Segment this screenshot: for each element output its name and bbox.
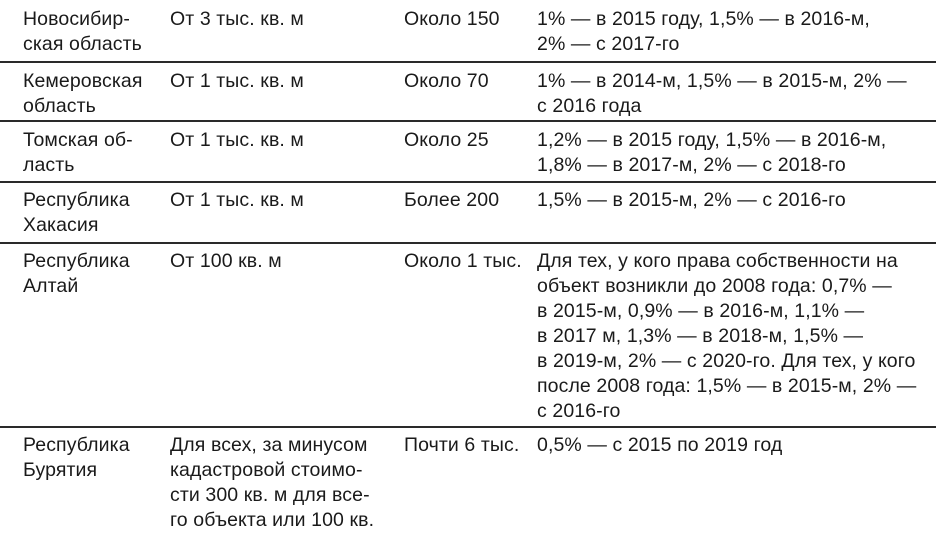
area-cell: От 1 тыс. кв. м bbox=[170, 70, 304, 92]
area-cell: От 3 тыс. кв. м bbox=[170, 8, 304, 30]
table-row bbox=[0, 428, 936, 531]
count-cell: Около 150 bbox=[404, 8, 500, 30]
table-row bbox=[0, 122, 936, 183]
area-cell: От 1 тыс. кв. м bbox=[170, 129, 304, 151]
region-cell: Новосибир- ская область bbox=[23, 8, 142, 55]
region-cell: Республика Бурятия bbox=[23, 434, 130, 481]
region-cell: Томская об- ласть bbox=[23, 129, 133, 176]
region-cell: Кемеровская область bbox=[23, 70, 143, 117]
count-cell: Около 25 bbox=[404, 129, 489, 151]
region-cell: Республика Алтай bbox=[23, 250, 130, 297]
area-cell: От 100 кв. м bbox=[170, 250, 282, 272]
area-cell: Для всех, за минусом кадастровой стоимо- сти 300 кв. м для все- го объекта или 100 кв. bbox=[170, 434, 375, 531]
count-cell: Около 70 bbox=[404, 70, 489, 92]
count-cell: Более 200 bbox=[404, 189, 500, 211]
rate-cell: 1% — в 2015 году, 1,5% — в 2016-м, 2% — с 2017-го bbox=[537, 8, 870, 55]
rate-cell: Для тех, у кого права собственности на объект возникли до 2008 года: 0,7% — в 2015-м, 0,9% — в 2016-м, 1,1% — в 2017 м, 1,3% — в 2018-м, 1,5% — в 2019-м, 2% — с 2020-го. Для тех, у кого после 2008 года: 1,5% — в 2015-м, 2% — с 2016-го bbox=[537, 250, 917, 422]
rate-cell: 1,2% — в 2015 году, 1,5% — в 2016-м, 1,8% — в 2017-м, 2% — с 2018-го bbox=[537, 129, 887, 176]
table-row bbox=[0, 244, 936, 428]
count-cell: Около 1 тыс. bbox=[404, 250, 522, 272]
rate-cell: 1,5% — в 2015-м, 2% — с 2016-го bbox=[537, 189, 846, 211]
area-cell: От 1 тыс. кв. м bbox=[170, 189, 304, 211]
table-row bbox=[0, 0, 936, 63]
rate-cell: 1% — в 2014-м, 1,5% — в 2015-м, 2% — с 2016 года bbox=[537, 70, 907, 117]
count-cell: Почти 6 тыс. bbox=[404, 434, 520, 456]
region-cell: Республика Хакасия bbox=[23, 189, 130, 236]
table-row bbox=[0, 63, 936, 122]
table-row bbox=[0, 183, 936, 244]
rate-cell: 0,5% — с 2015 по 2019 год bbox=[537, 434, 783, 456]
